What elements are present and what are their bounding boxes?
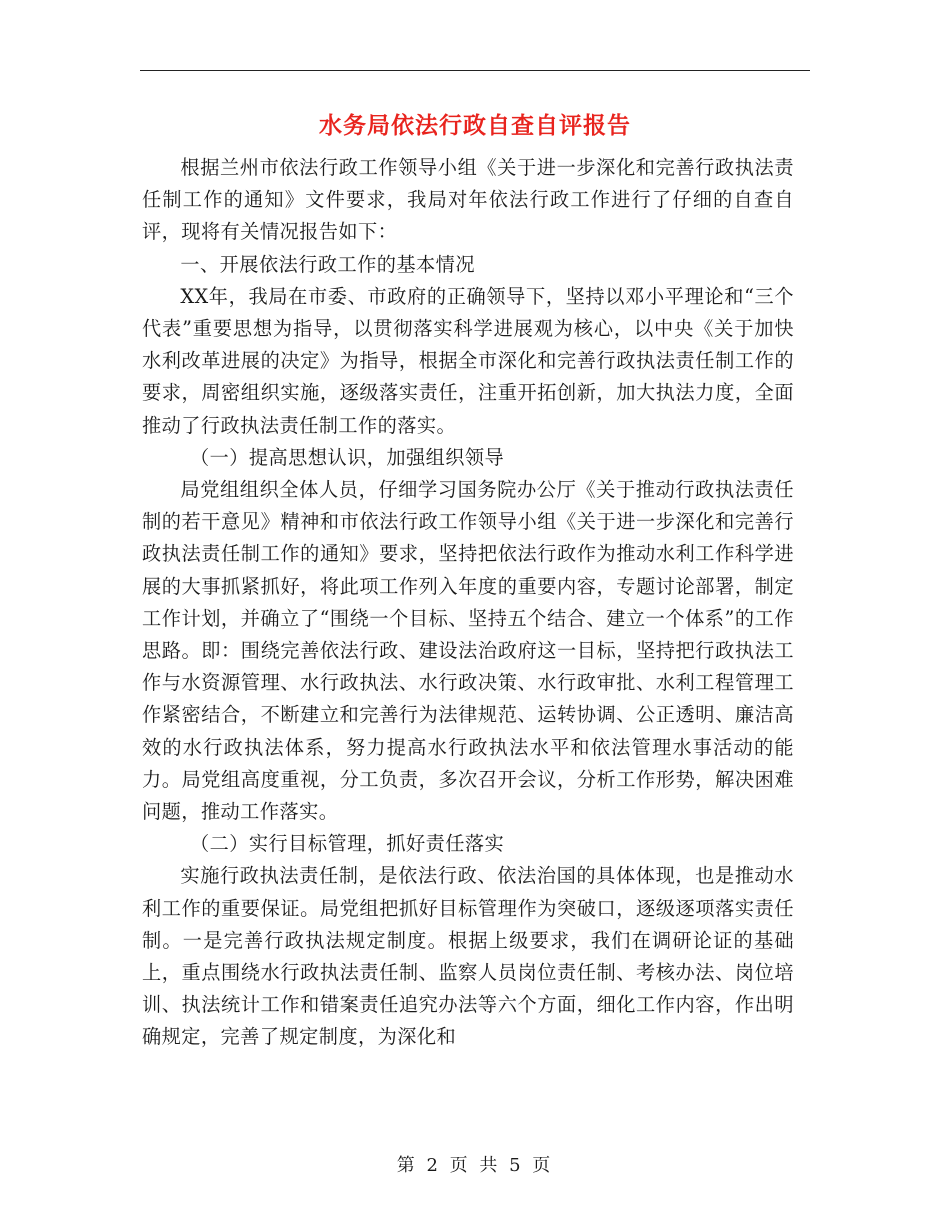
paragraph-leadership: 局党组组织全体人员，仔细学习国务院办公厅《关于推动行政执法责任制的若干意见》精神和市依法行政工作领导小组《关于进一步深化和完善行政执法责任制工作的通知》要求，坚持把依法行政作为推动水利工作科学进展的大事抓紧抓好，将此项工作列入年度的重要内容，专题讨论部署，制定工作计划，并确立了“围绕一个目标、坚持五个结合、建立一个体系”的工作思路。即：围绕完善依法行政、建设法治政府这一目标，坚持把行政执法工作与水资源管理、水行政执法、水行政决策、水行政审批、水利工程管理工作紧密结合，不断建立和完善行为法律规范、运转协调、公正透明、廉洁高效的水行政执法体系，努力提高水行政执法水平和依法管理水事活动的能力。局党组高度重视，分工负责，多次召开会议，分析工作形势，解决困难问题，推动工作落实。	[142, 478, 794, 824]
subsection-heading-2: （二）实行目标管理，抓好责任落实	[190, 832, 505, 856]
paragraph-intro: 根据兰州市依法行政工作领导小组《关于进一步深化和完善行政执法责任制工作的通知》文件要求，我局对年依法行政工作进行了仔细的自查自评，现将有关情况报告如下：	[142, 156, 794, 244]
section-heading-1: 一、开展依法行政工作的基本情况	[180, 252, 475, 276]
subsection-heading-1: （一）提高思想认识，加强组织领导	[190, 445, 505, 469]
paragraph-responsibility: 实施行政执法责任制，是依法行政、依法治国的具体体现，也是推动水利工作的重要保证。局党组把抓好目标管理作为突破口，逐级逐项落实责任制。一是完善行政执法规定制度。根据上级要求，我们在调研论证的基础上，重点围绕水行政执法责任制、监察人员岗位责任制、考核办法、岗位培训、执法统计工作和错案责任追究办法等六个方面，细化工作内容，作出明确规定，完善了规定制度，为深化和	[142, 864, 794, 1049]
document-title: 水务局依法行政自查自评报告	[319, 112, 631, 139]
paragraph-overview: XX年，我局在市委、市政府的正确领导下，坚持以邓小平理论和“三个代表”重要思想为指导，以贯彻落实科学进展观为核心，以中央《关于加快水利改革进展的决定》为指导，根据全市深化和完善行政执法责任制工作的要求，周密组织实施，逐级落实责任，注重开拓创新，加大执法力度，全面推动了行政执法责任制工作的落实。	[142, 284, 794, 437]
header-rule	[140, 70, 810, 71]
page-number: 第 2 页 共 5 页	[396, 1155, 554, 1176]
document-body	[142, 152, 794, 1054]
